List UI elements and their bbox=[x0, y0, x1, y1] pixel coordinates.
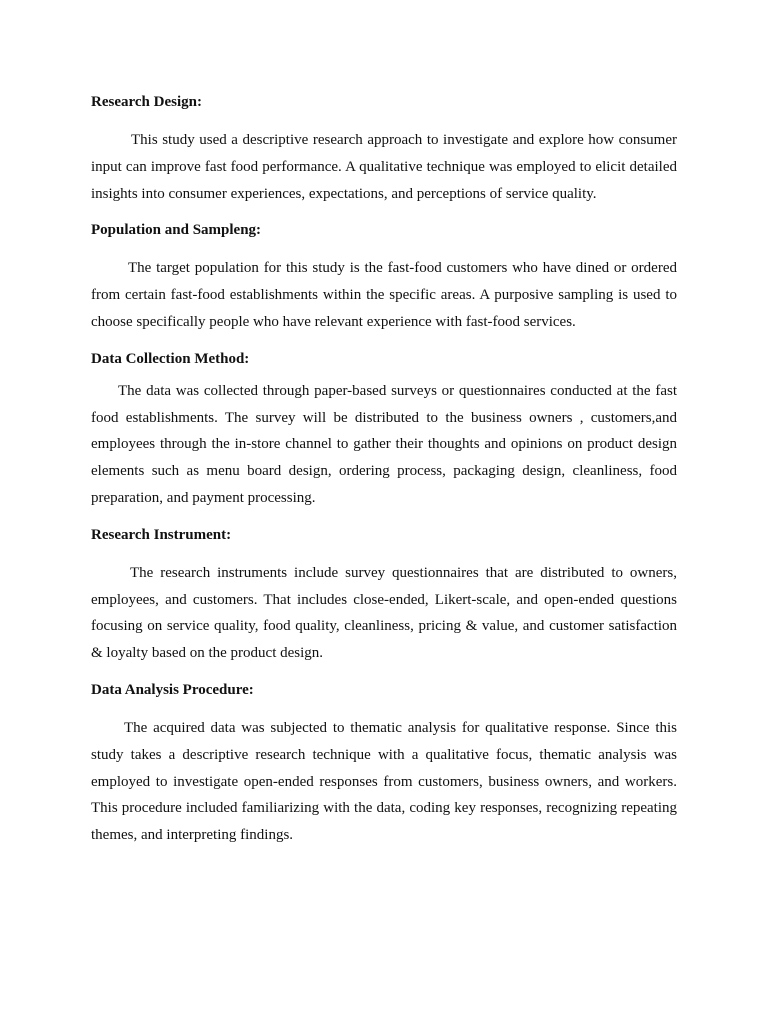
section-body-population-sampling: The target population for this study is the fast-food customers who have dined or ordered from certain fast-food establishments within the specific areas. A purposive sampling is used to choose specifically people who have relevant experience with fast-food services. bbox=[91, 260, 677, 330]
section-heading-population-sampling: Population and Sampleng: bbox=[91, 222, 262, 239]
section-heading-data-analysis: Data Analysis Procedure: bbox=[91, 681, 254, 698]
section-body-data-collection: The data was collected through paper-based surveys or questionnaires conducted at the fast food establishments. The survey will be distributed to the business owners , customers,and employees through the in-store channel to gather their thoughts and opinions on product design elements such as menu board design, ordering process, packaging design, cleanliness, food preparation, and payment processing. bbox=[91, 382, 677, 506]
section-heading-research-instrument: Research Instrument: bbox=[91, 526, 232, 543]
section-heading-data-collection: Data Collection Method: bbox=[91, 350, 250, 367]
section-body-research-instrument: The research instruments include survey questionnaires that are distributed to owners, employees, and customers. That includes close-ended, Likert-scale, and open-ended questions focusing on service quality, food quality, cleanliness, pricing & value, and customer satisfaction & loyalty based on the product design. bbox=[91, 564, 677, 662]
section-body-research-design: This study used a descriptive research approach to investigate and explore how consumer input can improve fast food performance. A qualitative technique was employed to elicit detailed insights into consumer experiences, expectations, and perceptions of service quality. bbox=[91, 132, 677, 202]
section-body-data-analysis: The acquired data was subjected to thematic analysis for qualitative response. Since this study takes a descriptive research technique with a qualitative focus, thematic analysis was employed to investigate open-ended responses from customers, business owners, and workers. This procedure included familiarizing with the data, coding key responses, recognizing repeating themes, and interpreting findings. bbox=[91, 719, 677, 844]
section-heading-research-design: Research Design: bbox=[91, 94, 202, 110]
document-page bbox=[91, 92, 677, 849]
